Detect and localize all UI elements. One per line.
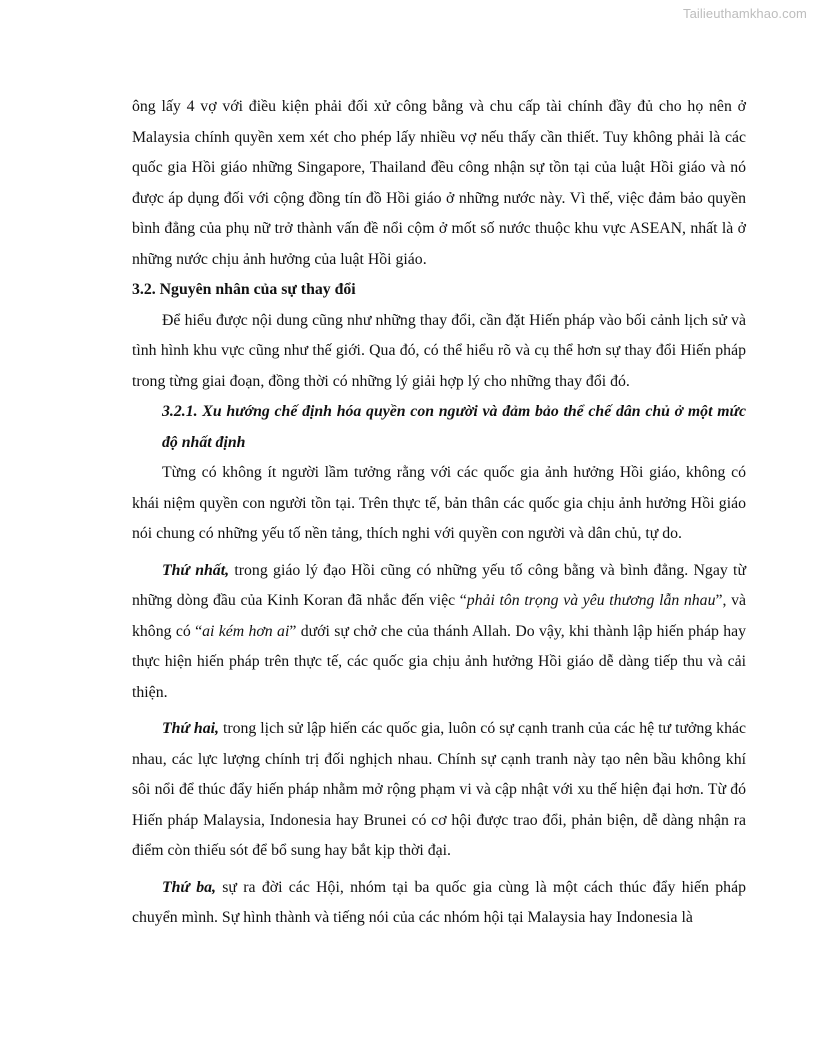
lead-first: Thứ nhất, [162, 561, 230, 579]
text-first-c: ” dưới sự chở che của thánh Allah. Do vậy, khi thành lập hiến pháp hay thực hiện hiến pháp trên thực tế, các quốc gia chịu ảnh hưởng Hồi giáo dễ dàng tiếp thu và cải thiện. [132, 622, 746, 701]
document-page [132, 92, 746, 934]
text-second: trong lịch sử lập hiến các quốc gia, luôn có sự cạnh tranh của các hệ tư tưởng khác nhau, các lực lượng chính trị đối nghịch nhau. Chính sự cạnh tranh này tạo nên bầu không khí sôi nổi để thúc đẩy hiến pháp nhằm mở rộng phạm vi và cập nhật với xu thế hiện đại hơn. Từ đó Hiến pháp Malaysia, Indonesia hay Brunei có cơ hội được trao đổi, phản biện, dễ dàng nhận ra điểm còn thiếu sót để bổ sung hay bắt kịp thời đại. [132, 720, 747, 859]
quote-equality: ai kém hơn ai [202, 622, 290, 640]
subsection-heading-3-2-1: 3.2.1. Xu hướng chế định hóa quyền con người và đảm bảo thể chế dân chủ ở một mức độ nhất định [162, 403, 746, 451]
text-third: sự ra đời các Hội, nhóm tại ba quốc gia cùng là một cách thúc đẩy hiến pháp chuyển mình. Sự hình thành và tiếng nói của các nhóm hội tại Malaysia hay Indonesia là [132, 878, 746, 926]
quote-respect: phải tôn trọng và yêu thương lẫn nhau [466, 592, 716, 609]
lead-third: Thứ ba, [162, 878, 216, 896]
text-first-b: ”, và không có “ [132, 592, 746, 640]
lead-second: Thứ hai, [162, 720, 219, 737]
section-heading-3-2: 3.2. Nguyên nhân của sự thay đổi [132, 281, 356, 298]
text-first-a: trong giáo lý đạo Hồi cũng có những yếu tố công bằng và bình đẳng. Ngay từ những dòng đầu của Kinh Koran đã nhắc đến việc “ [132, 561, 747, 609]
paragraph-second-reason [132, 714, 746, 867]
paragraph-first-reason [132, 556, 746, 709]
watermark: Tailieuthamkhao.com [682, 6, 807, 21]
paragraph-intro: ông lấy 4 vợ với điều kiện phải đối xử công bằng và chu cấp tài chính đầy đủ cho họ nên ở Malaysia chính quyền xem xét cho phép lấy nhiều vợ nếu thấy cần thiết. Tuy không phải là các quốc gia Hồi giáo những Singapore, Thailand đều công nhận sự tồn tại của luật Hồi giáo và nó được áp dụng đối với cộng đồng tín đồ Hồi giáo ở những nước này. Vì thế, việc đảm bảo quyền bình đẳng của phụ nữ trở thành vấn đề nổi cộm ở mốt số nước thuộc khu vực ASEAN, nhất là ở những nước chịu ảnh hưởng của luật Hồi giáo. [132, 98, 746, 268]
paragraph-context: Để hiểu được nội dung cũng như những thay đổi, cần đặt Hiến pháp vào bối cảnh lịch sử và tình hình khu vực cũng như thế giới. Qua đó, có thể hiểu rõ và cụ thể hơn sự thay đổi Hiến pháp trong từng giai đoạn, đồng thời có những lý giải hợp lý cho những thay đổi đó. [132, 311, 746, 390]
paragraph-human-rights: Từng có không ít người lầm tưởng rằng với các quốc gia ảnh hưởng Hồi giáo, không có khái niệm quyền con người tồn tại. Trên thực tế, bản thân các quốc gia chịu ảnh hưởng Hồi giáo nói chung có những yếu tố nền tảng, thích nghi với quyền con người và dân chủ, tự do. [132, 464, 746, 542]
paragraph-third-reason [132, 873, 746, 934]
